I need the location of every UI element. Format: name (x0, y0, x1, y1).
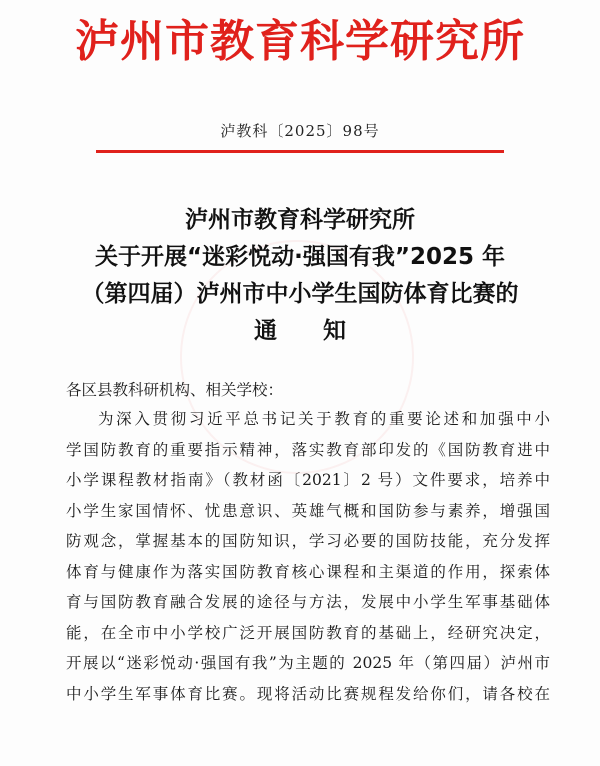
title-line-2: 关于开展“迷彩悦动·强国有我”2025 年 (95, 244, 505, 270)
red-divider-line (96, 150, 504, 153)
body-line: 学国防教育的重要指示精神，落实教育部印发的《国防教育进中 (66, 440, 550, 459)
salutation: 各区县教科研机构、相关学校： (66, 381, 284, 399)
title-line-3: （第四届）泸州市中小学生国防体育比赛的 (81, 281, 519, 307)
title-line-1: 泸州市教育科学研究所 (185, 207, 415, 233)
body-line: 小学课程教材指南》（教材函〔2021〕2 号）文件要求，培养中 (66, 471, 550, 489)
body-line: 小学生家国情怀、忧患意识、英雄气概和国防参与素养，增强国 (66, 501, 550, 520)
body-line: 防观念，掌握基本的国防知识，学习必要的国防技能，充分发挥 (66, 532, 550, 550)
body-line: 为深入贯彻习近平总书记关于教育的重要论述和加强中小 (98, 410, 550, 428)
body-line: 中小学生军事体育比赛。现将活动比赛规程发给你们，请各校在 (66, 684, 550, 703)
body-line: 体育与健康作为落实国防教育核心课程和主渠道的作用，探索体 (66, 562, 550, 581)
body-paragraph (66, 404, 550, 709)
title-line-4: 通知 (254, 318, 392, 344)
document-number: 泸教科〔2025〕98号 (220, 122, 380, 140)
body-line: 开展以“迷彩悦动·强国有我”为主题的 2025 年（第四届）泸州市 (66, 654, 550, 672)
body-line: 育与国防教育融合发展的途径与方法，发展中小学生军事基础体 (66, 593, 550, 611)
document-title (0, 202, 600, 350)
org-masthead: 泸州市教育科学研究所 (75, 16, 525, 67)
body-line: 能，在全市中小学校广泛开展国防教育的基础上，经研究决定， (66, 623, 550, 642)
